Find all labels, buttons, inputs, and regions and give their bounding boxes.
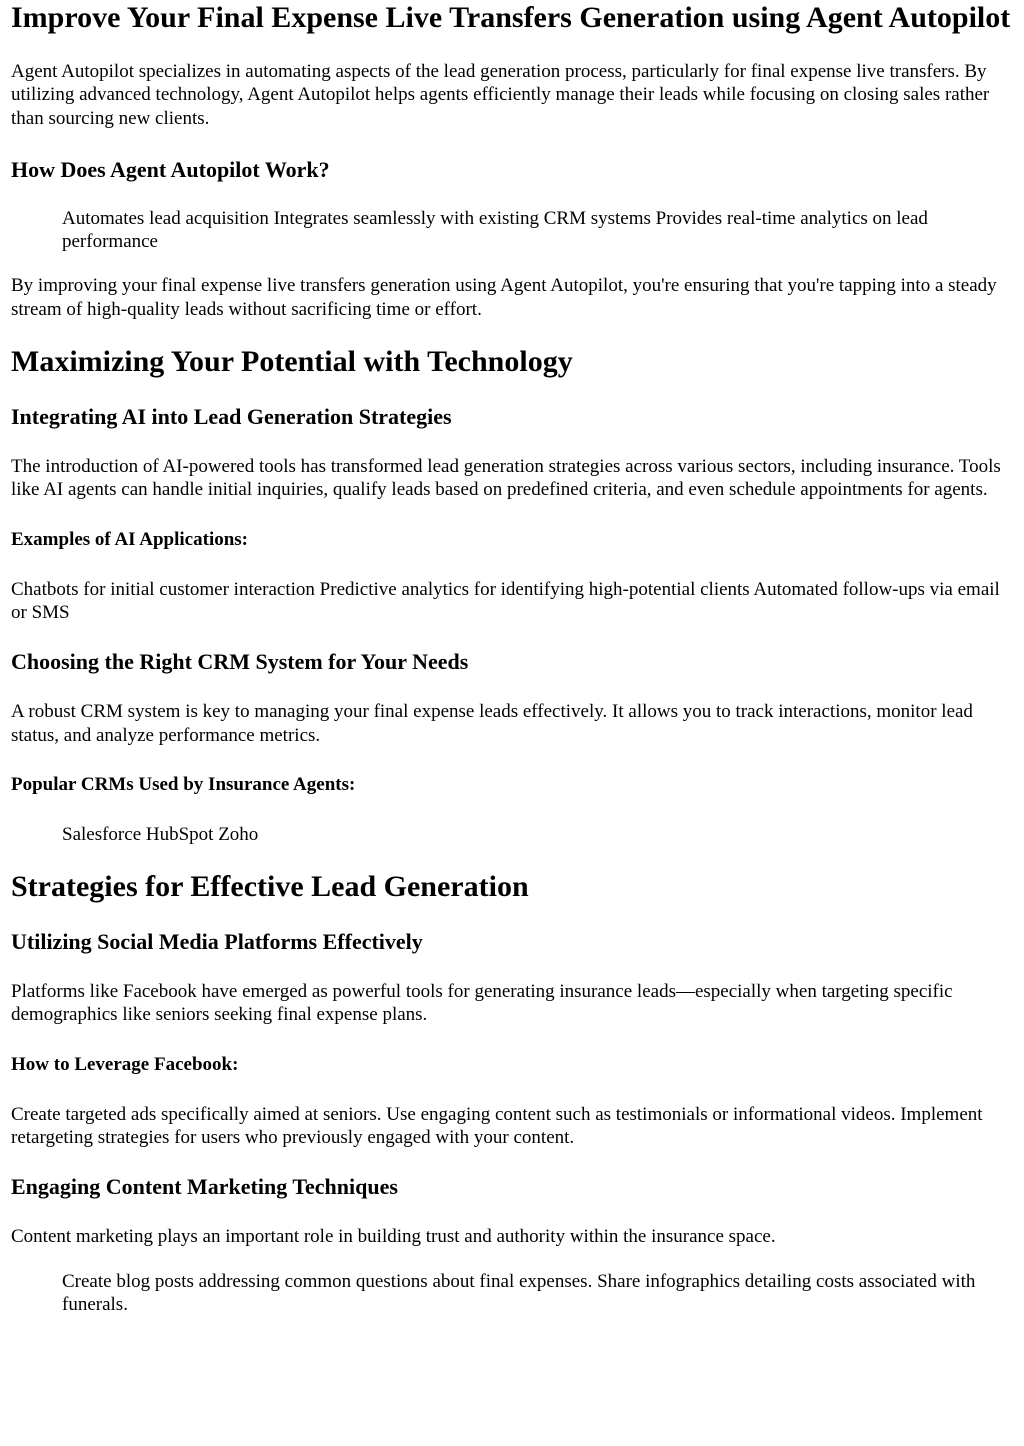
how-heading: How Does Agent Autopilot Work? [11, 156, 330, 182]
facebook-list: Create targeted ads specifically aimed at seniors. Use engaging content such as testimonials or informational videos. Implement retargeting strategies for users who previously engaged with your content. [11, 1103, 983, 1149]
crm-heading: Choosing the Right CRM System for Your Needs [11, 649, 469, 675]
how-summary: By improving your final expense live transfers generation using Agent Autopilot, you're ensuring that you're tapping into a steady stream of high-quality leads without sacrificing time or effort. [11, 275, 997, 320]
intro-paragraph: Agent Autopilot specializes in automating aspects of the lead generation process, particularly for final expense live transfers. By utilizing advanced technology, Agent Autopilot helps agents efficiently manage their leads while focusing on closing sales rather than sourcing new clients. [11, 61, 990, 129]
crm-paragraph: A robust CRM system is key to managing your final expense leads effectively. It allows you to track interactions, monitor lead status, and analyze performance metrics. [11, 701, 973, 746]
ai-examples-list: Chatbots for initial customer interaction Predictive analytics for identifying high-potential clients Automated follow-ups via email or SMS [11, 578, 1000, 623]
ai-examples-heading: Examples of AI Applications: [11, 528, 249, 550]
crm-list: Salesforce HubSpot Zoho [62, 823, 259, 845]
social-heading: Utilizing Social Media Platforms Effectively [11, 929, 423, 955]
content-list: Create blog posts addressing common questions about final expenses. Share infographics detailing costs associated with funerals. [62, 1270, 976, 1315]
how-list: Automates lead acquisition Integrates seamlessly with existing CRM systems Provides real-time analytics on lead performance [62, 207, 928, 253]
ai-paragraph: The introduction of AI-powered tools has transformed lead generation strategies across various sectors, including insurance. Tools like AI agents can handle initial inquiries, qualify leads based on predefined criteria, and even schedule appointments for agents. [11, 456, 1001, 501]
technology-section-title: Maximizing Your Potential with Technology [11, 345, 573, 379]
facebook-heading: How to Leverage Facebook: [11, 1053, 239, 1075]
ai-heading: Integrating AI into Lead Generation Strategies [11, 404, 452, 430]
strategies-section-title: Strategies for Effective Lead Generation [11, 870, 529, 904]
article-title: Improve Your Final Expense Live Transfers Generation using Agent Autopilot [11, 1, 1011, 34]
content-paragraph: Content marketing plays an important role in building trust and authority within the insurance space. [11, 1226, 776, 1248]
content-heading: Engaging Content Marketing Techniques [11, 1174, 398, 1200]
crm-list-heading: Popular CRMs Used by Insurance Agents: [11, 773, 356, 795]
social-paragraph: Platforms like Facebook have emerged as powerful tools for generating insurance leads—especially when targeting specific demographics like seniors seeking final expense plans. [11, 981, 953, 1026]
